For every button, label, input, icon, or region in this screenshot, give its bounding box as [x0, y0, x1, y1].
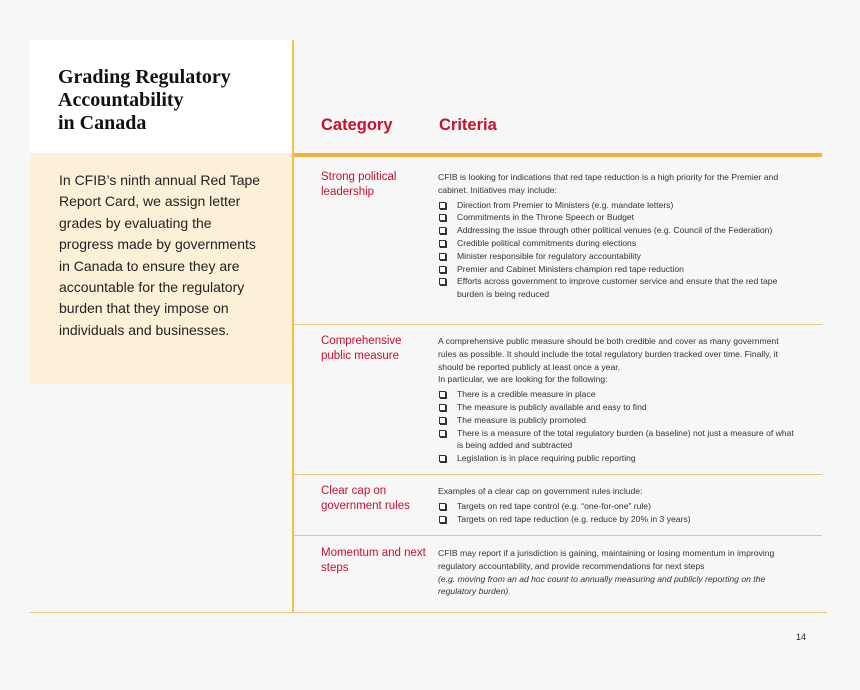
box-bullet-icon — [439, 227, 446, 234]
list-item: Commitments in the Throne Speech or Budget — [438, 211, 798, 224]
box-bullet-icon — [439, 391, 446, 398]
criteria-paragraph: A comprehensive public measure should be both credible and cover as many government rules as possible. It should include the total regulatory burden tracked over time. Finally, it should be reported publicly at least once a year. — [438, 336, 779, 372]
list-item: Efforts across government to improve customer service and ensure that the red tape burden is being reduced — [438, 275, 798, 301]
intro-panel — [30, 153, 292, 384]
row-criteria — [438, 547, 798, 598]
row-divider — [294, 474, 822, 475]
list-item: Targets on red tape reduction (e.g. reduce by 20% in 3 years) — [438, 513, 798, 526]
list-item: Legislation is in place requiring public reporting — [438, 452, 798, 465]
intro-text: In CFIB’s ninth annual Red Tape Report Card, we assign letter grades by evaluating the progress made by governments in Canada to ensure they are accountable for the regulatory burden that they impose on individuals and businesses. — [59, 172, 261, 338]
page-title — [58, 66, 231, 135]
title-panel — [30, 40, 292, 153]
list-item: Addressing the issue through other political venues (e.g. Council of the Federation) — [438, 224, 798, 237]
list-item: There is a credible measure in place — [438, 388, 798, 401]
criteria-paragraph: In particular, we are looking for the following: — [438, 374, 608, 385]
box-bullet-icon — [439, 266, 446, 273]
title-line: in Canada — [58, 112, 147, 134]
criteria-list — [438, 199, 798, 301]
header-category: Category — [321, 116, 393, 134]
list-item: The measure is publicly available and easy to find — [438, 401, 798, 414]
row-category: Strong political leadership — [321, 171, 397, 198]
row-criteria — [438, 485, 798, 525]
list-item: There is a measure of the total regulatory burden (a baseline) not just a measure of what is being added and subtracted — [438, 427, 798, 453]
criteria-list — [438, 388, 798, 465]
row-category: Momentum and next steps — [321, 547, 426, 574]
list-item: Credible political commitments during elections — [438, 237, 798, 250]
title-line: Grading Regulatory — [58, 66, 231, 88]
row-category: Clear cap on government rules — [321, 485, 410, 512]
list-item: Premier and Cabinet Ministers champion red tape reduction — [438, 263, 798, 276]
criteria-list — [438, 500, 798, 526]
box-bullet-icon — [439, 516, 446, 523]
criteria-paragraph: CFIB is looking for indications that red tape reduction is a high priority for the Premier and cabinet. Initiatives may include: — [438, 172, 779, 195]
page-number: 14 — [796, 632, 807, 642]
list-item: Targets on red tape control (e.g. “one-for-one” rule) — [438, 500, 798, 513]
box-bullet-icon — [439, 253, 446, 260]
header-rule — [294, 153, 822, 157]
bottom-rule — [30, 612, 827, 613]
list-item: The measure is publicly promoted — [438, 414, 798, 427]
box-bullet-icon — [439, 417, 446, 424]
list-item: Minister responsible for regulatory accountability — [438, 250, 798, 263]
box-bullet-icon — [439, 503, 446, 510]
criteria-paragraph: Examples of a clear cap on government rules include: — [438, 486, 643, 496]
row-divider — [294, 535, 822, 536]
column-divider — [292, 40, 294, 612]
row-criteria — [438, 171, 798, 301]
box-bullet-icon — [439, 455, 446, 462]
box-bullet-icon — [439, 240, 446, 247]
row-category: Comprehensive public measure — [321, 335, 402, 362]
row-divider — [294, 324, 822, 325]
title-line: Accountability — [58, 89, 184, 111]
box-bullet-icon — [439, 202, 446, 209]
criteria-paragraph: CFIB may report if a jurisdiction is gaining, maintaining or losing momentum in improving regulatory accountability, and provide recommendations for next steps — [438, 548, 775, 571]
box-bullet-icon — [439, 430, 446, 437]
header-criteria: Criteria — [439, 116, 497, 134]
box-bullet-icon — [439, 404, 446, 411]
box-bullet-icon — [439, 214, 446, 221]
list-item: Direction from Premier to Ministers (e.g. mandate letters) — [438, 199, 798, 212]
box-bullet-icon — [439, 278, 446, 285]
criteria-italic-note: (e.g. moving from an ad hoc count to annually measuring and publicly reporting on the regulatory burden). — [438, 573, 766, 597]
row-criteria — [438, 335, 798, 465]
